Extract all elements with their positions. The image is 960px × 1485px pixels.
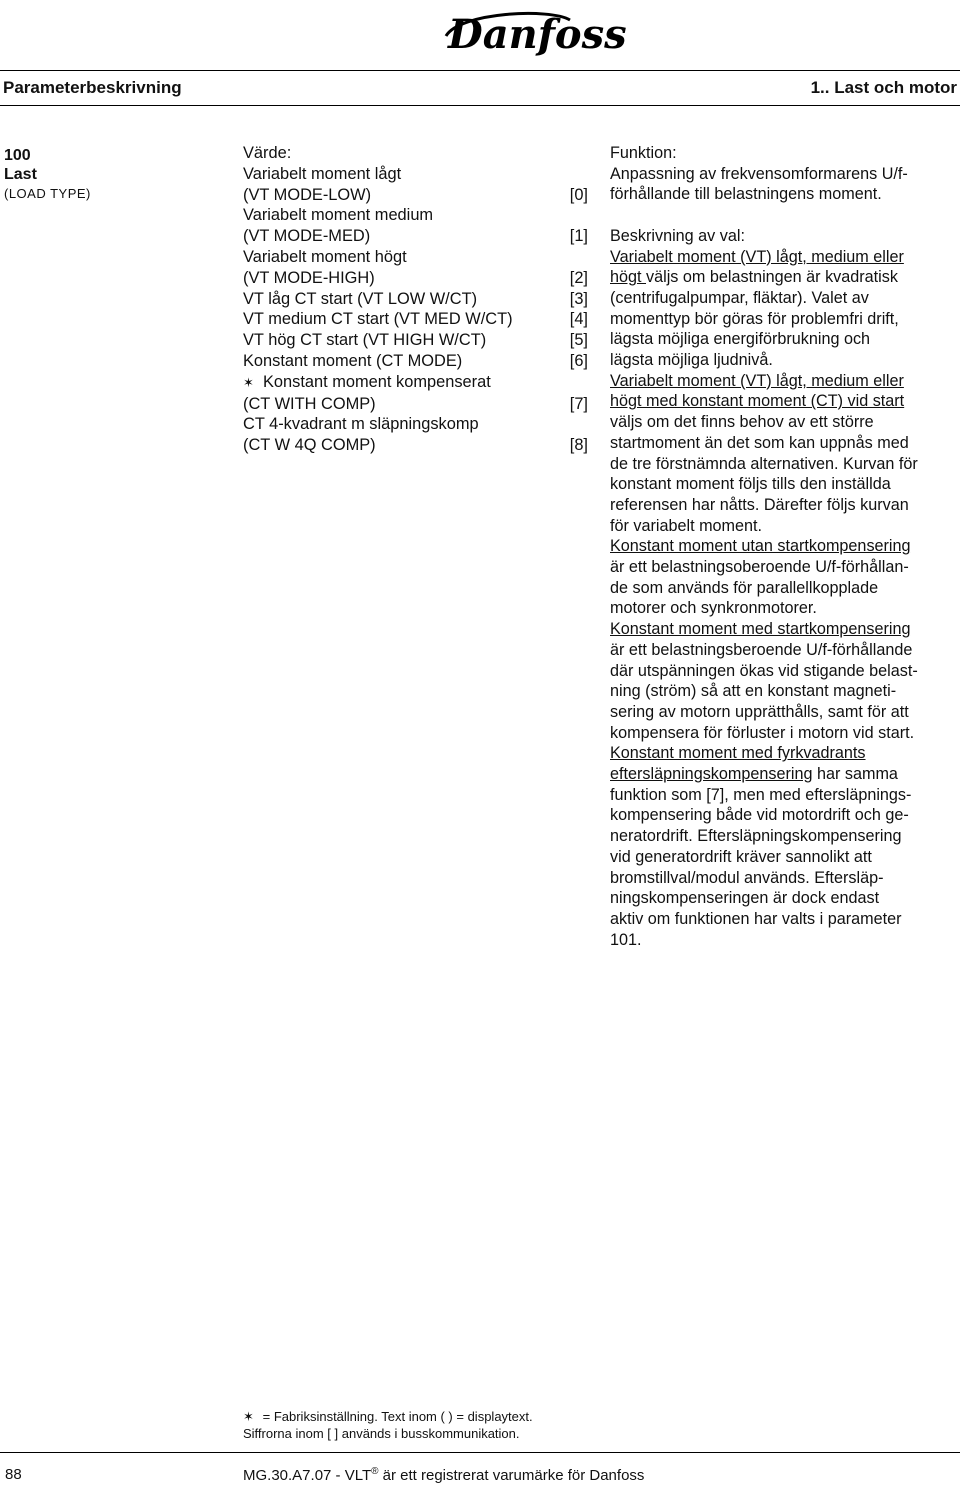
description-text: lägsta möjliga energiförbrukning och [610,330,871,349]
description-line [610,495,960,516]
parameter-code: (LOAD TYPE) [4,186,91,201]
value-option [243,226,588,247]
value-option [243,330,588,351]
description-text: neratordrift. Eftersläpningskompensering [610,827,902,846]
description-text: 101. [610,930,642,949]
value-option [243,414,588,435]
option-heading-text: Konstant moment med fyrkvadrants [610,744,866,763]
parameter-name: Last [4,166,37,183]
value-option-text: Konstant moment (CT MODE) [243,351,463,370]
value-option [243,372,588,394]
description-text: är ett belastningsoberoende U/f-förhållan- [610,558,909,577]
value-option-text: VT hög CT start (VT HIGH W/CT) [243,331,487,350]
danfoss-logo [440,6,627,58]
value-option-code: [6] [569,351,588,370]
factory-setting-star-icon: ✶ [243,374,254,390]
value-option-text: Variabelt moment högt [243,247,407,266]
description-line [610,909,960,930]
description-text: väljs om belastningen är kvadratisk [646,268,898,287]
value-option-text: (VT MODE-LOW) [243,185,372,204]
description-line [610,516,960,537]
description-text: ningskompenseringen är dock endast [610,889,880,908]
option-heading-text: Variabelt moment (VT) lågt, medium eller [610,371,904,390]
description-line [610,267,960,288]
description-text: sering av motorn upprätthålls, samt för att [610,702,909,721]
description-text: där utspänningen ökas vid stigande belast- [610,661,918,680]
description-line [610,702,960,723]
value-option-text: (VT MODE-HIGH) [243,268,375,287]
value-option-text: CT 4-kvadrant m släpningskomp [243,415,479,434]
value-lines [243,164,588,456]
value-option-code: [7] [569,394,588,413]
value-option-code: [4] [569,310,588,329]
option-heading-text: högt med konstant moment (CT) vid start [610,392,905,411]
description-text: är ett belastningsberoende U/f-förhållande [610,640,913,659]
description-line [610,288,960,309]
description-line [610,661,960,682]
description-line [610,247,960,268]
value-option-text: Variabelt moment lågt [243,164,402,183]
description-line [610,743,960,764]
function-description [610,143,960,950]
value-option [243,351,588,372]
description-text: momenttyp bör göras för problemfri drift, [610,309,899,328]
description-line [610,805,960,826]
value-option-text: (CT WITH COMP) [243,394,376,413]
description-line [610,785,960,806]
value-option-code: [5] [569,331,588,350]
option-heading-text: Variabelt moment (VT) lågt, medium eller [610,247,904,266]
description-text: konstant moment följs tills den inställda [610,475,891,494]
function-intro-line: Anpassning av frekvensomformarens U/f- [610,164,908,183]
parameter-identifier [4,146,91,204]
description-line [610,619,960,640]
description-text: motorer och synkronmotorer. [610,599,817,618]
description-line [610,371,960,392]
value-option [243,247,588,268]
description-text: startmoment än det som kan uppnås med [610,433,909,452]
description-line [610,640,960,661]
description-line [610,454,960,475]
value-option-code: [8] [569,436,588,455]
description-text: kompensera för förluster i motorn vid start. [610,723,915,742]
option-heading-text: Konstant moment utan startkompensering [610,537,911,556]
choice-label: Beskrivning av val: [610,226,745,245]
description-text: de tre förstnämnda alternativen. Kurvan för [610,454,918,473]
value-option-text: VT låg CT start (VT LOW W/CT) [243,289,478,308]
value-option [243,394,588,415]
section-title: Parameterbeskrivning [3,78,182,97]
description-line [610,412,960,433]
value-option-code: [3] [569,289,588,308]
description-text: för variabelt moment. [610,516,763,535]
description-line [610,598,960,619]
description-text: de som används för parallellkopplade [610,578,879,597]
option-heading-text: eftersläpningskompensering [610,765,813,784]
factory-setting-star-icon: ✶ [243,1409,254,1424]
description-line [610,536,960,557]
trademark-note: är ett registrerat varumärke för Danfoss [378,1467,645,1484]
description-line [610,557,960,578]
description-text: har samma [812,765,898,784]
description-line [610,723,960,744]
brand-wordmark: Danfoss [448,11,627,58]
description-text: vid generatordrift kräver sannolikt att [610,847,872,866]
header-rule [0,70,960,71]
function-label: Funktion: [610,144,677,162]
description-text: (centrifugalpumpar, fläktar). Valet av [610,288,869,307]
header-bottom-rule [0,105,960,106]
value-option [243,205,588,226]
description-line [610,930,960,951]
description-line [610,433,960,454]
description-text: lägsta möjliga ljudnivå. [610,351,773,370]
description-line [610,350,960,371]
document-code: MG.30.A7.07 - VLT [243,1467,372,1484]
danfoss-logo-graphic [440,6,627,58]
footer-text [243,1466,644,1484]
description-line [610,826,960,847]
footnote-line: = Fabriksinställning. Text inom ( ) = displaytext. [262,1409,533,1424]
value-option-text: VT medium CT start (VT MED W/CT) [243,310,513,329]
description-text: bromstillval/modul används. Eftersläp- [610,868,884,887]
description-line [610,391,960,412]
description-line [610,309,960,330]
parameter-number: 100 [4,147,31,164]
option-heading-text: högt [610,268,647,287]
description-line [610,847,960,868]
description-text: väljs om det finns behov av ett större [610,413,874,432]
value-option-code: [1] [569,227,588,246]
value-option [243,268,588,289]
description-text: aktiv om funktionen har valts i parameter [610,910,902,928]
value-option [243,164,588,185]
footnote-line: Siffrorna inom [ ] används i busskommunikation. [243,1426,520,1441]
description-line [610,764,960,785]
value-option [243,435,588,456]
value-option [243,289,588,310]
description-line [610,888,960,909]
description-text: referensen har nåtts. Därefter följs kurvan [610,495,909,514]
choice-description [610,247,960,951]
value-option-text: (CT W 4Q COMP) [243,436,376,455]
footnote [243,1408,533,1442]
value-list [243,143,588,456]
value-option-code: [2] [569,268,588,287]
page-number: 88 [5,1466,22,1483]
footer-rule [0,1452,960,1453]
description-line [610,329,960,350]
description-line [610,578,960,599]
value-option-text: (VT MODE-MED) [243,227,371,246]
value-option-text: Konstant moment kompenserat [263,372,491,391]
function-intro-line: förhållande till belastningens moment. [610,185,882,204]
option-heading-text: Konstant moment med startkompensering [610,620,911,639]
description-text: kompensering både vid motordrift och ge- [610,806,909,825]
chapter-title: 1.. Last och motor [810,78,957,97]
value-label: Värde: [243,144,292,162]
description-line [610,474,960,495]
description-text: funktion som [7], men med eftersläpnings- [610,785,912,804]
registered-mark: ® [371,1466,379,1477]
description-line [610,868,960,889]
value-option [243,309,588,330]
description-line [610,681,960,702]
value-option-text: Variabelt moment medium [243,206,434,225]
description-text: ning (ström) så att en konstant magneti- [610,682,897,701]
value-option [243,185,588,206]
value-option-code: [0] [569,185,588,204]
